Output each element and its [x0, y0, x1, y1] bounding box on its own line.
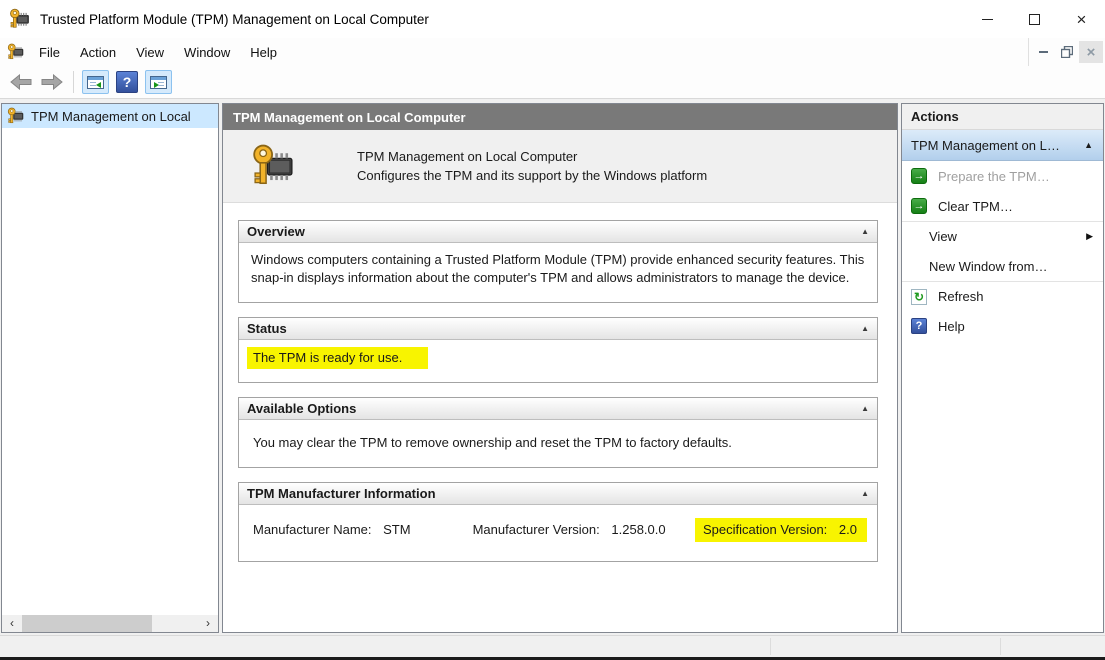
actions-group-title: TPM Management on L…	[911, 137, 1060, 153]
mdi-minimize-button[interactable]	[1031, 41, 1055, 63]
action-prepare-tpm-label: Prepare the TPM…	[938, 168, 1050, 184]
tree-item-tpm-management[interactable]	[2, 104, 218, 128]
collapse-overview-button[interactable]: ▲	[861, 227, 869, 236]
section-available-options-header	[239, 398, 877, 420]
forward-icon	[41, 74, 63, 90]
menu-help[interactable]: Help	[250, 44, 278, 60]
banner-title: TPM Management on Local Computer	[357, 148, 578, 164]
scroll-right-button[interactable]: ›	[206, 616, 210, 630]
actions-panel-title: Actions	[902, 104, 1103, 130]
collapse-actions-group-button[interactable]: ▲	[1084, 140, 1093, 150]
action-new-window[interactable]	[902, 251, 1103, 281]
menu-view[interactable]: View	[136, 44, 165, 60]
status-body	[239, 340, 877, 382]
statusbar-separator	[770, 638, 771, 655]
status-text-highlighted: The TPM is ready for use.	[247, 347, 428, 369]
actions-panel	[901, 103, 1104, 633]
action-refresh-label: Refresh	[938, 289, 984, 304]
manufacturer-info-body	[239, 505, 877, 561]
maximize-icon	[1029, 14, 1040, 25]
minimize-button[interactable]	[964, 0, 1011, 38]
show-hide-console-tree-button[interactable]	[82, 70, 109, 94]
action-view-label: View	[929, 229, 957, 244]
manufacturer-name-label: Manufacturer Name:	[253, 522, 372, 538]
section-status	[238, 317, 878, 383]
minimize-icon	[982, 19, 993, 20]
action-view[interactable]	[902, 221, 1103, 251]
collapse-manufacturer-info-button[interactable]: ▲	[861, 488, 869, 498]
mdi-restore-icon	[1061, 46, 1073, 58]
green-arrow-icon: →	[911, 198, 927, 214]
section-status-title: Status	[247, 320, 287, 336]
menu-window[interactable]: Window	[184, 44, 231, 60]
overview-body: Windows computers containing a Trusted Platform Module (TPM) provide enhanced security features. This snap-in displays information about the computer's TPM and allows administrators to manage the device.	[239, 243, 877, 302]
forward-button[interactable]	[39, 72, 65, 92]
horizontal-scrollbar	[2, 615, 218, 632]
action-clear-tpm-label: Clear TPM…	[938, 198, 1013, 214]
section-manufacturer-info-title: TPM Manufacturer Information	[247, 485, 436, 501]
back-button[interactable]	[8, 72, 34, 92]
console-window-icon	[7, 43, 25, 61]
manufacturer-version-value: 1.258.0.0	[611, 522, 666, 538]
action-help-label: Help	[938, 318, 965, 334]
action-prepare-tpm	[902, 161, 1103, 191]
mdi-close-button[interactable]	[1079, 41, 1103, 63]
section-manufacturer-info-header	[239, 483, 877, 505]
manufacturer-name-pair	[253, 522, 411, 537]
specification-version-pair-highlighted	[695, 518, 867, 542]
section-overview	[238, 220, 878, 303]
refresh-icon: ↻	[911, 289, 927, 305]
menu-file[interactable]: File	[39, 44, 60, 60]
help-icon: ?	[911, 318, 927, 334]
green-arrow-icon: →	[911, 168, 927, 184]
mdi-window-controls	[1029, 38, 1105, 66]
available-options-body: You may clear the TPM to remove ownership and reset the TPM to factory defaults.	[239, 420, 877, 467]
submenu-arrow-icon: ▶	[1086, 231, 1093, 241]
menubar	[0, 38, 1105, 66]
collapse-status-button[interactable]: ▲	[861, 323, 869, 333]
mdi-close-icon: ×	[1086, 43, 1096, 61]
section-overview-title: Overview	[247, 224, 305, 239]
action-refresh[interactable]	[902, 281, 1103, 311]
tpm-node-icon	[7, 107, 25, 125]
content-area	[0, 99, 1105, 635]
actions-group-header[interactable]	[902, 130, 1103, 161]
console-tree-panel	[1, 103, 219, 633]
statusbar	[0, 635, 1105, 657]
tree-item-label: TPM Management on Local	[31, 108, 191, 124]
mdi-minimize-icon	[1039, 51, 1048, 53]
section-status-header	[239, 318, 877, 340]
close-button[interactable]	[1058, 0, 1105, 38]
maximize-button[interactable]	[1011, 0, 1058, 38]
manufacturer-version-pair	[473, 522, 666, 537]
section-overview-header	[239, 221, 877, 243]
main-panel	[222, 103, 898, 633]
mdi-restore-button[interactable]	[1055, 41, 1079, 63]
help-toolbar-button[interactable]	[116, 71, 138, 93]
window-title: Trusted Platform Module (TPM) Management on Local Computer	[40, 11, 429, 27]
section-available-options	[238, 397, 878, 468]
action-clear-tpm[interactable]	[902, 191, 1103, 221]
scroll-left-button[interactable]: ‹	[10, 616, 14, 630]
close-icon: ×	[1076, 9, 1087, 29]
toolbar-separator	[73, 71, 74, 93]
console-tree-icon	[87, 76, 104, 89]
help-icon: ?	[122, 74, 132, 90]
tpm-app-icon	[9, 8, 31, 30]
manufacturer-version-label: Manufacturer Version:	[472, 522, 600, 538]
titlebar	[0, 0, 1105, 38]
sections-container	[223, 203, 897, 632]
main-panel-header: TPM Management on Local Computer	[223, 104, 897, 130]
banner-subtitle: Configures the TPM and its support by the Windows platform	[357, 168, 708, 183]
menu-action[interactable]: Action	[79, 44, 117, 60]
section-manufacturer-info	[238, 482, 878, 562]
snapin-banner	[223, 130, 897, 203]
banner-text	[357, 147, 707, 186]
manufacturer-name-value: STM	[383, 522, 411, 538]
tpm-banner-icon	[251, 143, 297, 189]
back-icon	[10, 74, 32, 90]
scrollbar-thumb[interactable]	[22, 615, 152, 632]
specification-version-value: 2.0	[838, 521, 857, 537]
action-new-window-label: New Window from…	[929, 258, 1048, 274]
specification-version-label: Specification Version:	[703, 521, 828, 537]
collapse-available-options-button[interactable]: ▲	[861, 403, 869, 413]
toolbar	[0, 66, 1105, 99]
window-controls	[964, 0, 1105, 38]
show-hide-action-pane-button[interactable]	[145, 70, 172, 94]
section-available-options-title: Available Options	[247, 400, 357, 416]
statusbar-separator	[1000, 638, 1001, 655]
action-pane-icon	[150, 76, 167, 89]
action-help[interactable]	[902, 311, 1103, 341]
